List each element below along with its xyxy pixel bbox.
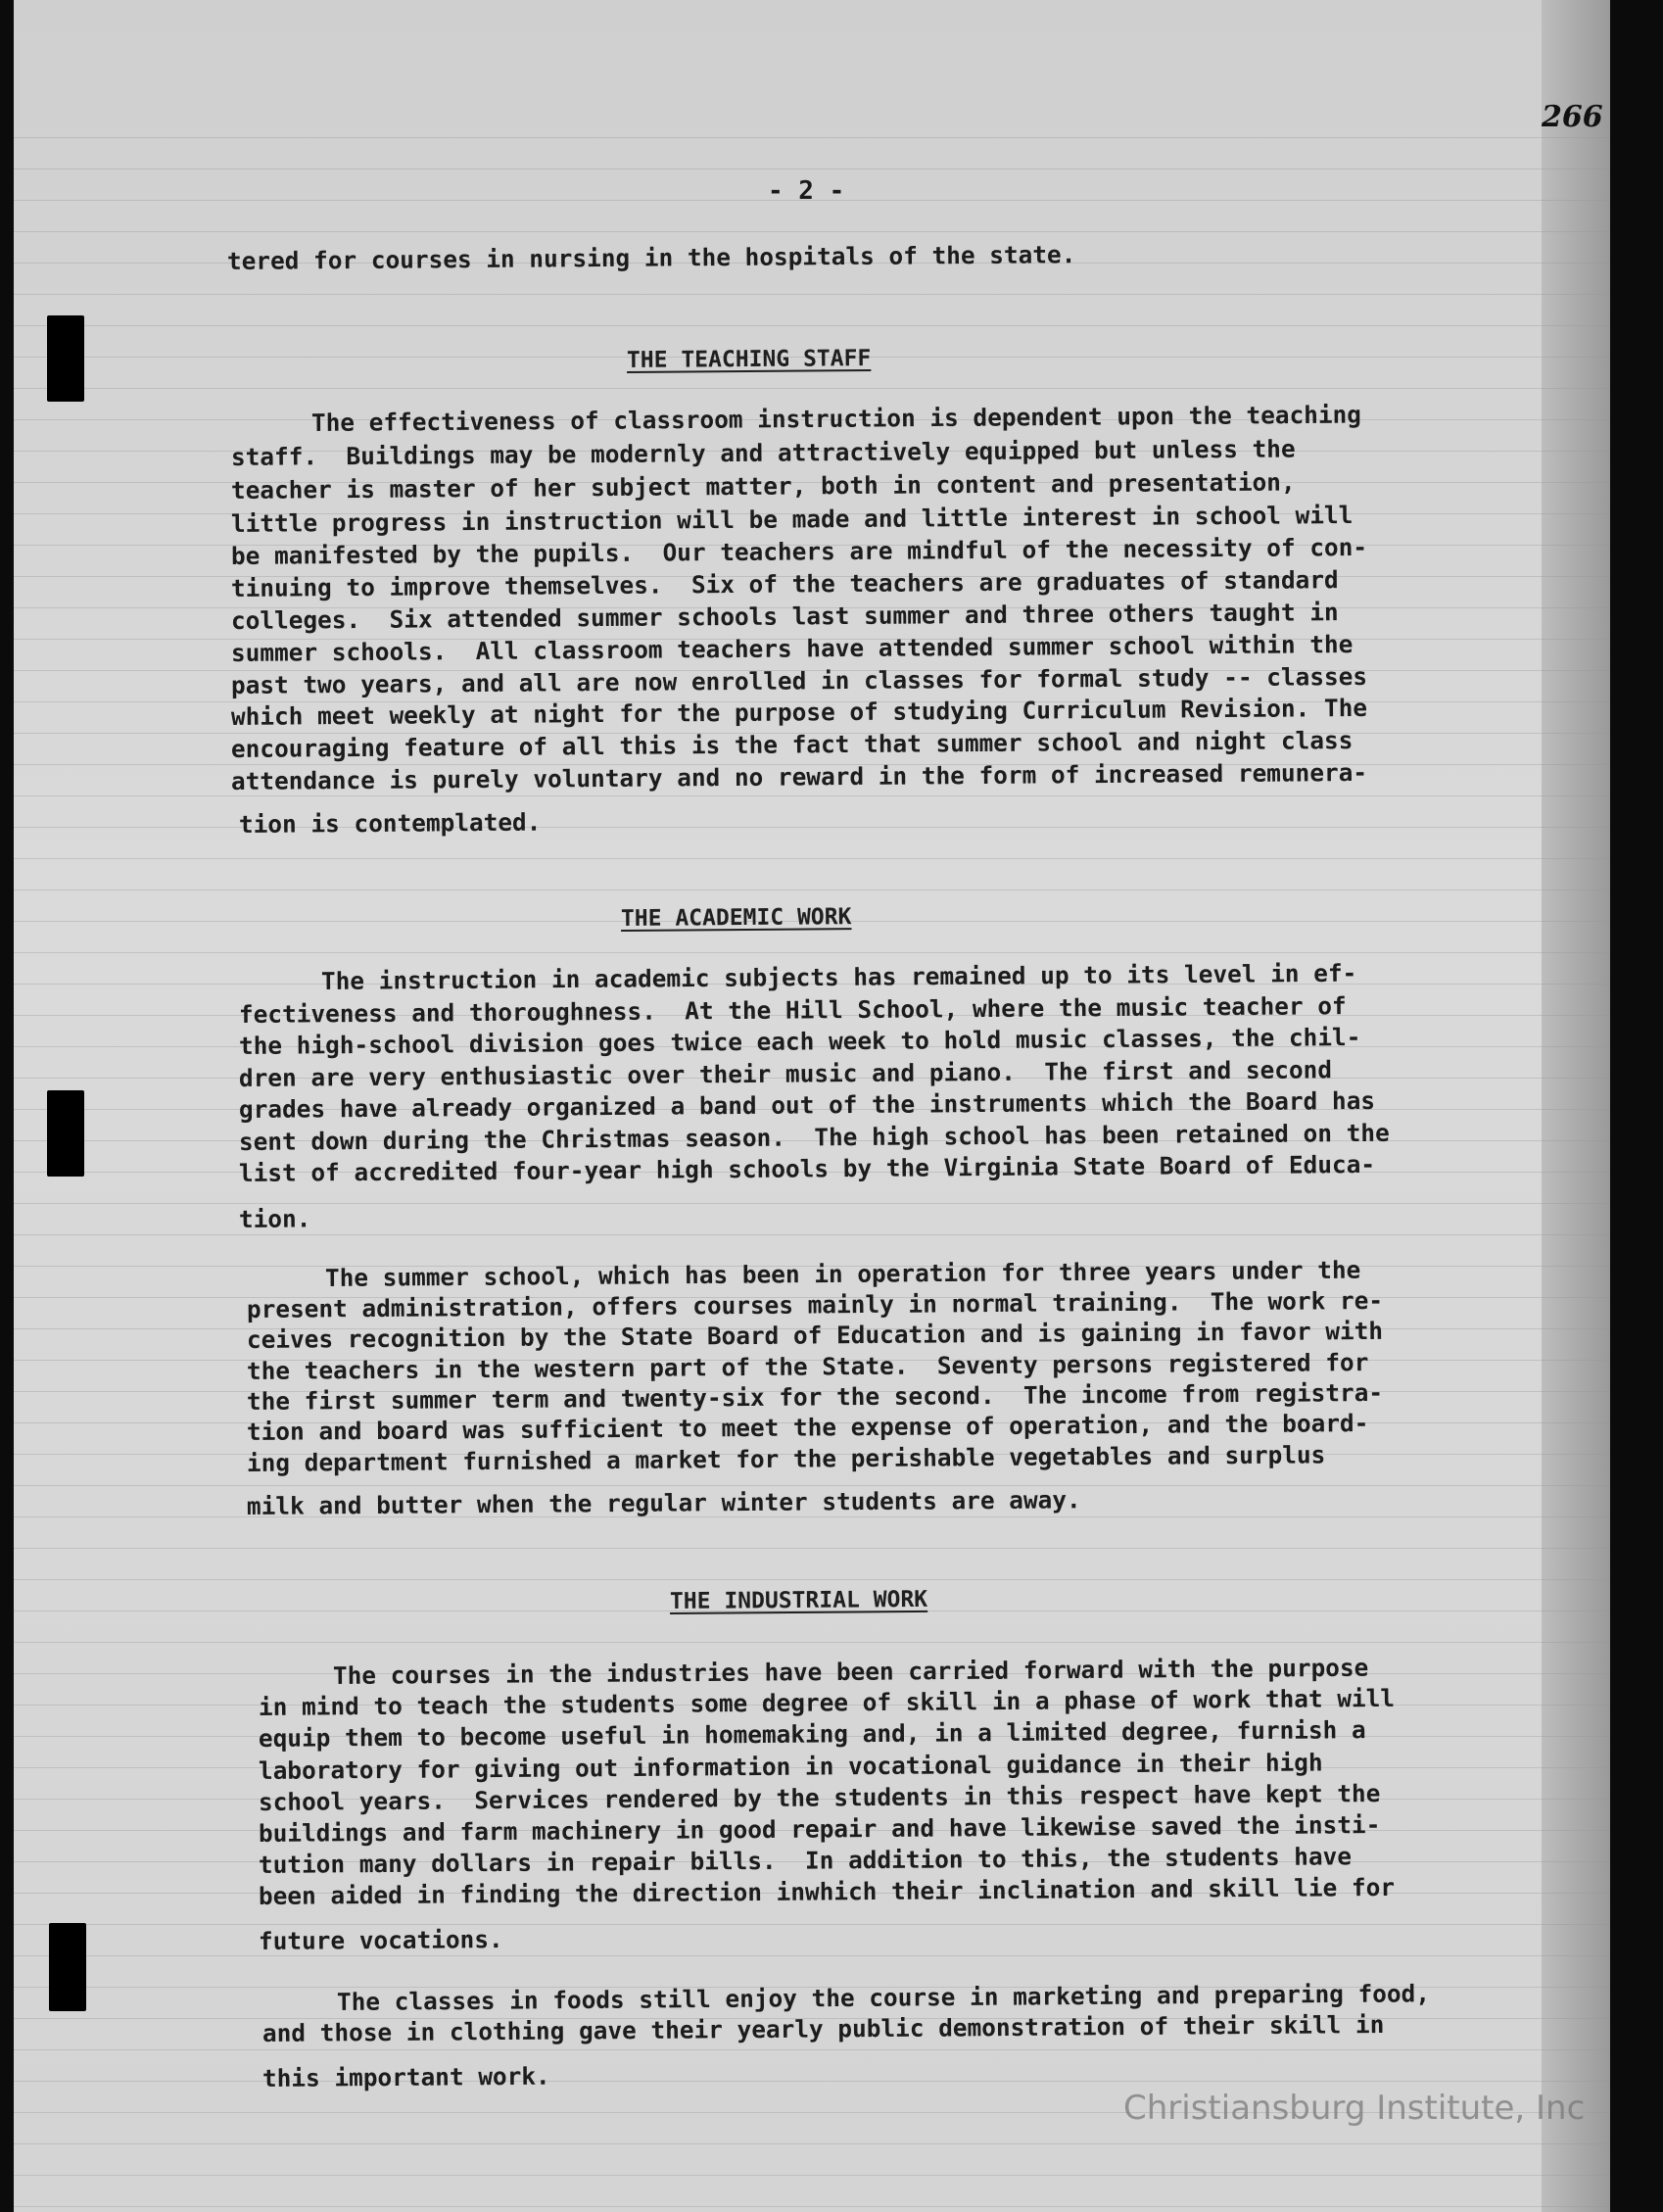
text-line: milk and butter when the regular winter students are away. xyxy=(246,1485,1081,1520)
text-line: The classes in foods still enjoy the course in marketing and preparing food, xyxy=(336,1979,1431,2016)
text-line: summer schools. All classroom teachers have attended summer school within the xyxy=(230,630,1354,667)
ruled-line xyxy=(14,858,1610,859)
ruled-line xyxy=(14,952,1610,953)
ruled-line xyxy=(14,231,1610,232)
binder-hole-middle xyxy=(47,1090,84,1177)
text-line: tinuing to improve themselves. Six of the teachers are graduates of standard xyxy=(230,565,1339,602)
text-line: fectiveness and thoroughness. At the Hill School, where the music teacher of xyxy=(238,991,1347,1029)
text-line: the first summer term and twenty-six for the second. The income from registra- xyxy=(246,1377,1384,1416)
text-line: teacher is master of her subject matter, both in content and presentation, xyxy=(230,467,1296,505)
ruled-line xyxy=(14,2143,1610,2144)
ruled-line xyxy=(14,2049,1610,2050)
text-line: laboratory for giving out information in vocational guidance in their high xyxy=(258,1748,1323,1785)
ruled-line xyxy=(14,1642,1610,1643)
text-line: The courses in the industries have been carried forward with the purpose xyxy=(332,1653,1369,1690)
text-line: tution many dollars in repair bills. In addition to this, the students have xyxy=(258,1842,1353,1879)
page-number: - 2 - xyxy=(768,176,845,206)
ruled-line xyxy=(14,1203,1610,1204)
ruled-line xyxy=(14,1485,1610,1486)
text-line: school years. Services rendered by the students in this respect have kept the xyxy=(258,1779,1381,1816)
binder-hole-bottom xyxy=(49,1923,86,2011)
section-heading: THE ACADEMIC WORK xyxy=(620,904,852,932)
text-line: past two years, and all are now enrolled in classes for formal study -- classes xyxy=(230,661,1368,699)
ruled-line xyxy=(14,2081,1610,2082)
ruled-line xyxy=(14,1579,1610,1580)
text-line: which meet weekly at night for the purpose of studying Curriculum Revision. The xyxy=(230,693,1368,731)
ruled-line xyxy=(14,294,1610,295)
ruled-line xyxy=(14,795,1610,796)
text-line: grades have already organized a band out of the instruments which the Board has xyxy=(238,1085,1376,1124)
section-heading: THE TEACHING STAFF xyxy=(626,346,872,373)
text-line: The summer school, which has been in operation for three years under the xyxy=(324,1255,1361,1292)
text-line: sent down during the Christmas season. The high school has been retained on the xyxy=(238,1118,1390,1156)
text-line: The effectiveness of classroom instruction is dependent upon the teaching xyxy=(310,400,1362,437)
text-line: the high-school division goes twice each week to hold music classes, the chil- xyxy=(238,1023,1361,1060)
ruled-line xyxy=(14,1955,1610,1956)
ruled-line xyxy=(14,1548,1610,1549)
text-line: been aided in finding the direction inwhich their inclination and skill lie for xyxy=(258,1872,1396,1910)
ruled-line xyxy=(14,2206,1610,2207)
text-line: and those in clothing gave their yearly public demonstration of their skill in xyxy=(261,2010,1385,2047)
text-line: tion. xyxy=(238,1204,311,1233)
text-line: attendance is purely voluntary and no reward in the form of increased remunera- xyxy=(230,757,1368,795)
text-line: in mind to teach the students some degree of skill in a phase of work that will xyxy=(258,1683,1396,1721)
text-line: be manifested by the pupils. Our teachers are mindful of the necessity of con- xyxy=(230,532,1368,570)
text-line: ing department furnished a market for the perishable vegetables and surplus xyxy=(246,1440,1326,1477)
text-line: present administration, offers courses mainly in normal training. The work re- xyxy=(246,1285,1384,1323)
folio-number: 266 xyxy=(1542,100,1603,134)
ruled-line xyxy=(14,1924,1610,1925)
text-line: list of accredited four-year high schools by the Virginia State Board of Educa- xyxy=(238,1149,1376,1187)
text-line: ceives recognition by the State Board of Education and is gaining in favor with xyxy=(246,1316,1384,1354)
text-line: buildings and farm machinery in good repair and have likewise saved the insti- xyxy=(258,1810,1381,1848)
document-page xyxy=(14,0,1610,2212)
text-line: staff. Buildings may be modernly and attractively equipped but unless the xyxy=(230,434,1296,471)
text-line: dren are very enthusiastic over their music and piano. The first and second xyxy=(238,1055,1333,1092)
binder-hole-top xyxy=(47,315,84,402)
text-line: equip them to become useful in homemaking and, in a limited degree, furnish a xyxy=(258,1715,1366,1753)
text-line: The instruction in academic subjects has remained up to its level in ef- xyxy=(320,958,1357,995)
text-line: this important work. xyxy=(261,2061,550,2092)
section-heading: THE INDUSTRIAL WORK xyxy=(669,1586,928,1614)
ruled-line xyxy=(14,168,1610,169)
text-line: tered for courses in nursing in the hospitals of the state. xyxy=(226,240,1076,275)
text-line: colleges. Six attended summer schools last summer and three others taught in xyxy=(230,598,1339,635)
ruled-line xyxy=(14,1234,1610,1235)
page-edge-shadow xyxy=(1542,0,1610,2212)
text-line: tion and board was sufficient to meet the expense of operation, and the board- xyxy=(246,1409,1369,1446)
ruled-line xyxy=(14,137,1610,138)
text-line: the teachers in the western part of the State. Seventy persons registered for xyxy=(246,1348,1369,1385)
watermark: Christiansburg Institute, Inc xyxy=(1123,2089,1586,2128)
ruled-line xyxy=(14,388,1610,389)
ruled-line xyxy=(14,325,1610,326)
text-line: future vocations. xyxy=(258,1925,503,1955)
text-line: tion is contemplated. xyxy=(238,807,542,839)
ruled-line xyxy=(14,2175,1610,2176)
text-line: little progress in instruction will be made and little interest in school will xyxy=(230,501,1354,538)
text-line: encouraging feature of all this is the fact that summer school and night class xyxy=(230,726,1354,763)
